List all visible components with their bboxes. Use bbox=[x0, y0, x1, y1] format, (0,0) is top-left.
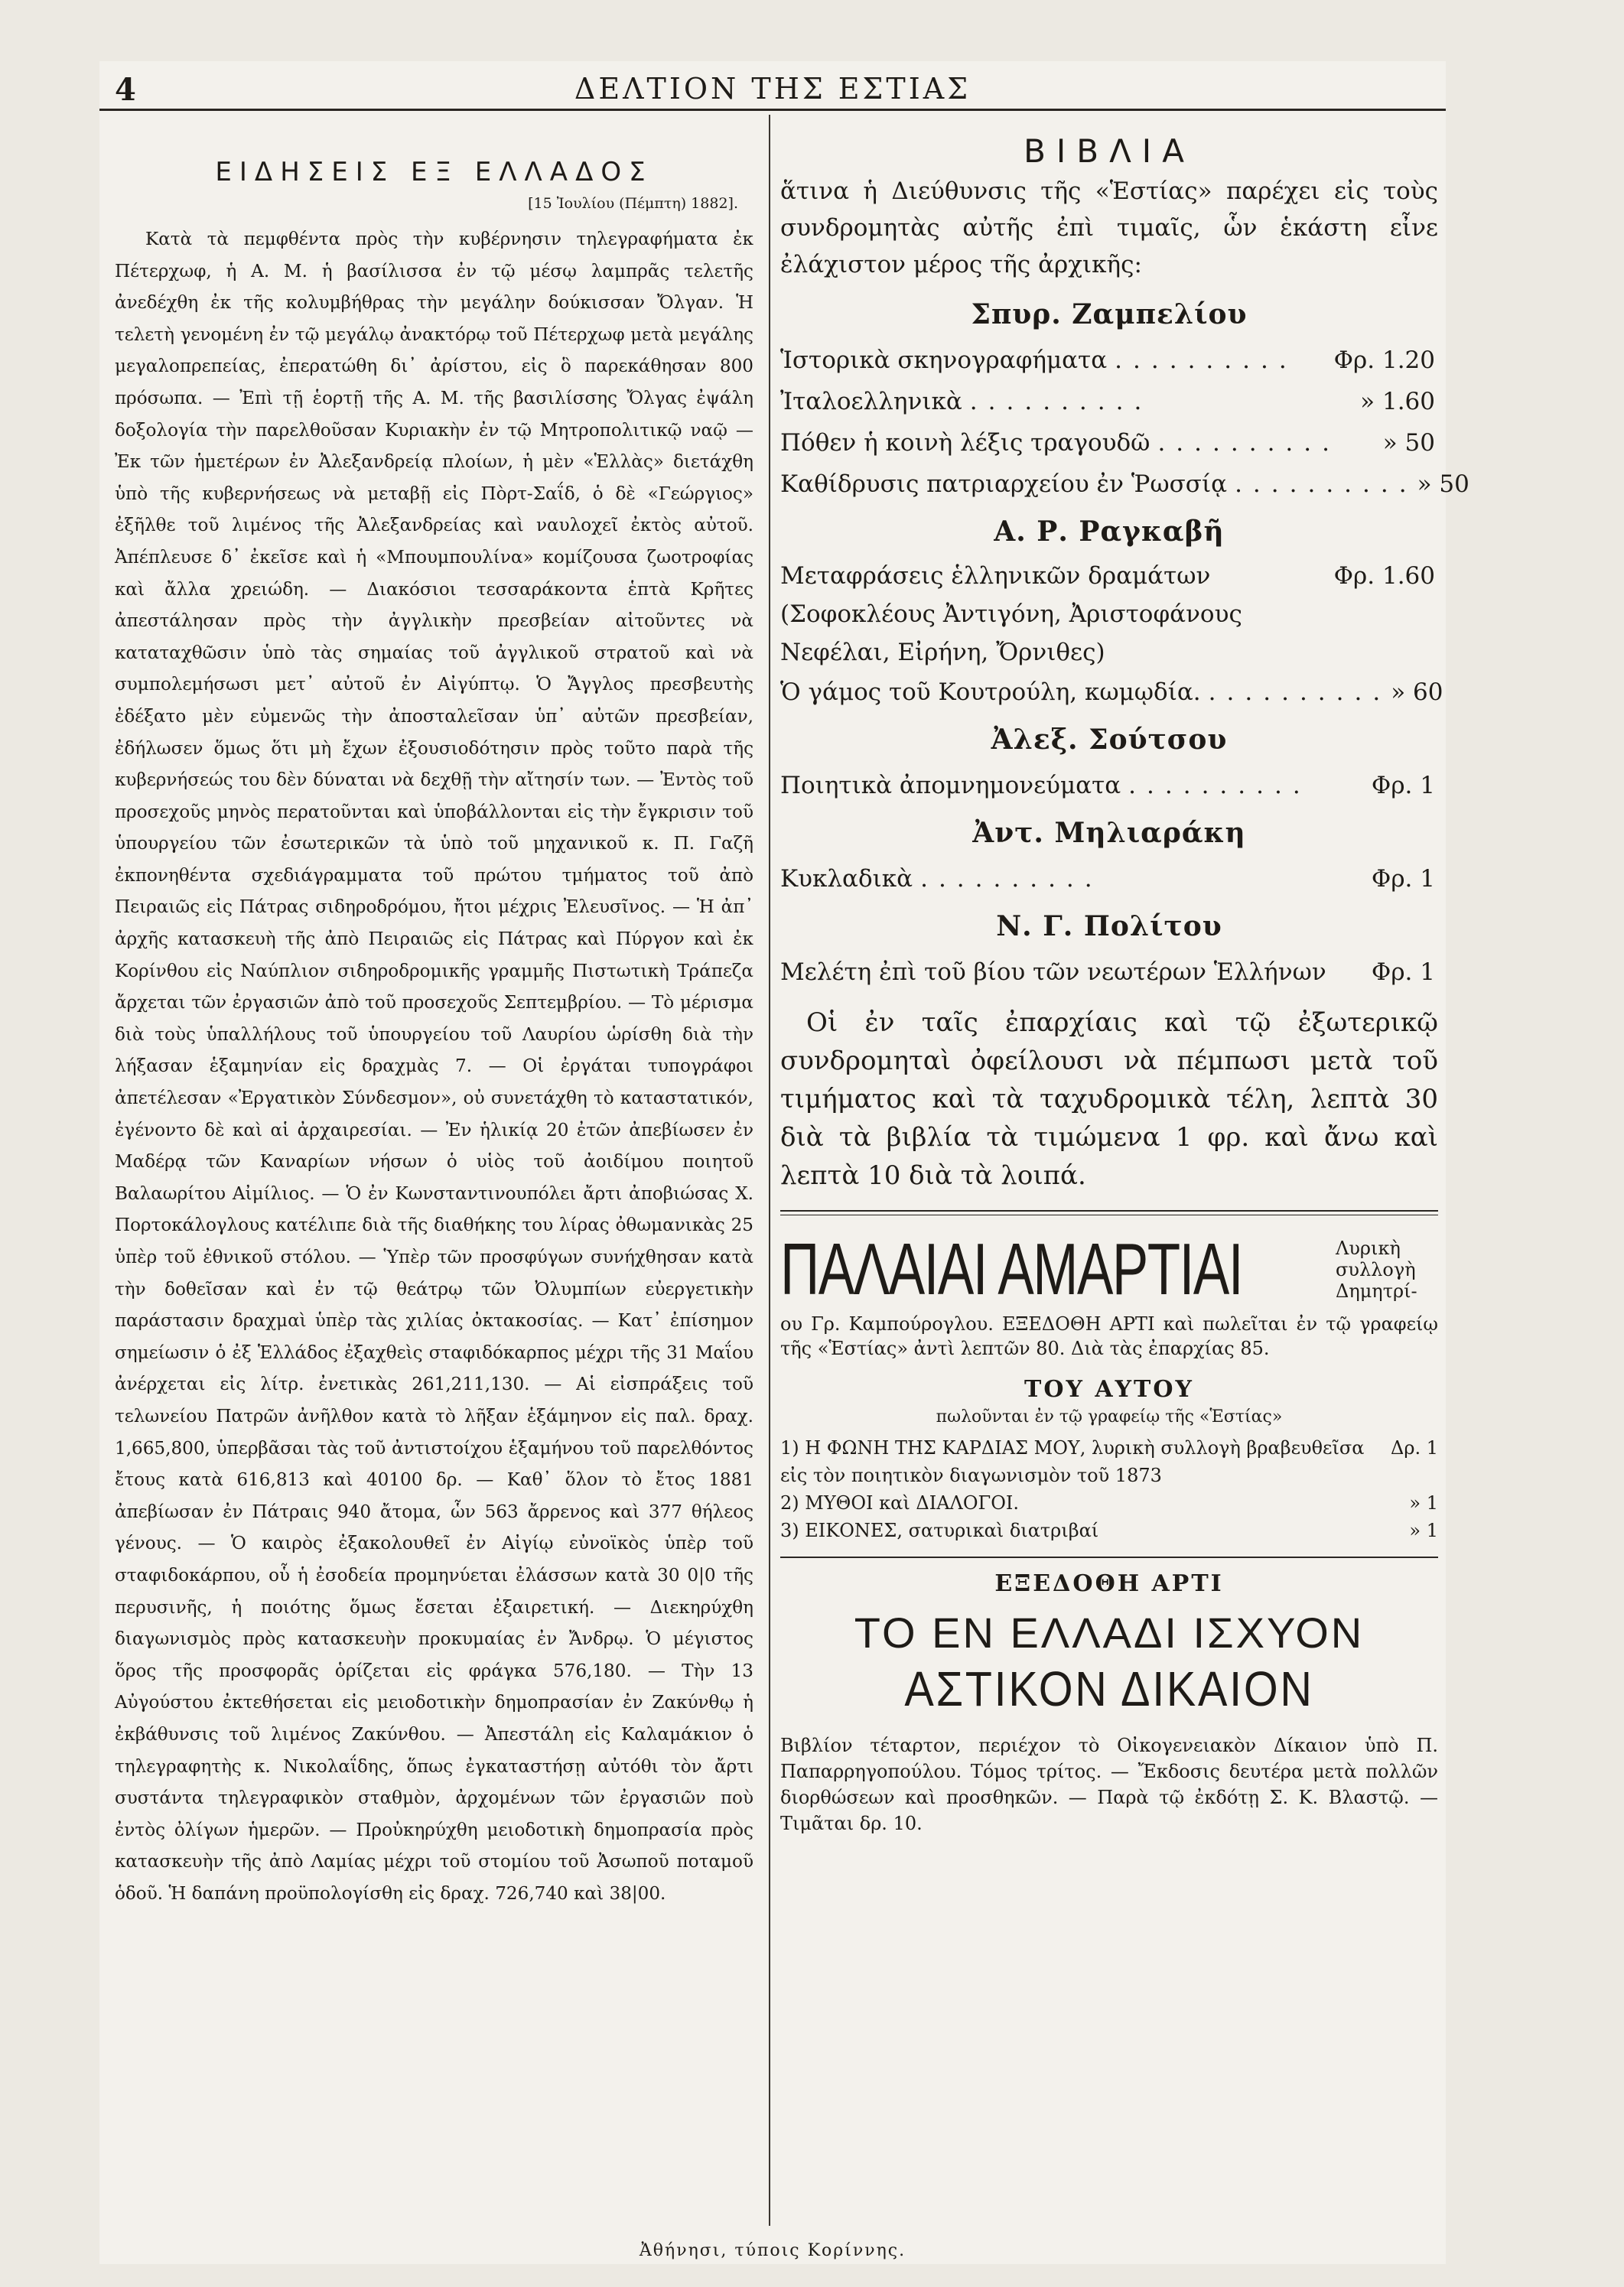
book-title: Μεταφράσεις ἑλληνικῶν δραμάτων (Σοφοκλέους Ἀντιγόνη, Ἀριστοφάνους Νεφέλαι, Εἰρήνη, Ὄρνιθες) bbox=[780, 562, 1242, 666]
book-price: Φρ. 1 bbox=[1371, 865, 1435, 893]
book-entry bbox=[780, 557, 1438, 672]
book-entry: Καθίδρυσις πατριαρχείου ἐν Ῥωσσίᾳ .......... » 50 bbox=[780, 464, 1438, 505]
work-name: 2) ΜΥΘΟΙ καὶ ΔΙΑΛΟΓΟΙ. bbox=[780, 1492, 1019, 1514]
work-price: » 1 bbox=[1409, 1492, 1438, 1514]
palaiai-text: ου Γρ. Καμπούρογλου. ΕΞΕΔΟΘΗ ΑΡΤΙ καὶ πωλεῖται ἐν τῷ γραφείῳ τῆς «Ἑστίας» ἀντὶ λεπτῶν 80. Διὰ τὰς ἐπαρχίας 85. bbox=[780, 1313, 1438, 1359]
book-title: Κυκλαδικὰ bbox=[780, 865, 913, 893]
book-title: Πόθεν ἡ κοινὴ λέξις τραγουδῶ bbox=[780, 429, 1150, 457]
book-title: Ὁ γάμος τοῦ Κουτρούλη, κωμῳδία. bbox=[780, 678, 1201, 706]
book-price: » 50 bbox=[1382, 429, 1435, 457]
list-item bbox=[780, 1517, 1438, 1544]
announcement-title-line1: ΤΟ ΕΝ ΕΛΛΑΔΙ ΙΣΧΥΟΝ bbox=[854, 1609, 1365, 1657]
author-name: Α. Ρ. Ραγκαβῆ bbox=[994, 516, 1225, 548]
book-price: » 1.60 bbox=[1360, 388, 1435, 415]
book-price: Φρ. 1.20 bbox=[1333, 346, 1435, 374]
news-title: ΕΙΔΗΣΕΙΣ ΕΞ ΕΛΛΑΔΟΣ bbox=[215, 157, 653, 187]
news-column bbox=[115, 157, 753, 1910]
book-entry: Ἱστορικὰ σκηνογραφήματα .......... Φρ. 1.20 bbox=[780, 340, 1438, 381]
author-name: Ἀλεξ. Σούτσου bbox=[991, 724, 1228, 756]
book-title: Ἰταλοελληνικὰ bbox=[780, 388, 962, 415]
book-price: » 50 bbox=[1417, 470, 1469, 498]
sold-at-text: πωλοῦνται ἐν τῷ γραφείῳ τῆς «Ἑστίας» bbox=[936, 1407, 1283, 1427]
book-title: Καθίδρυσις πατριαρχείου ἐν Ῥωσσίᾳ bbox=[780, 470, 1228, 498]
book-title: Ἱστορικὰ σκηνογραφήματα bbox=[780, 346, 1108, 374]
palaiai-title: ΠΑΛΑΙΑΙ ΑΜΑΡΤΙΑΙ bbox=[780, 1228, 1243, 1310]
books-intro: ἅτινα ἡ Διεύθυνσις τῆς «Ἑστίας» παρέχει εἰς τοὺς συνδρομητὰς αὐτῆς ἐπὶ τιμαῖς, ὧν ἑκάστη εἶνε ἐλάχιστον μέρος τῆς ἀρχικῆς: bbox=[780, 177, 1438, 278]
subscribers-note: Οἱ ἐν ταῖς ἐπαρχίαις καὶ τῷ ἐξωτερικῷ συνδρομηταὶ ὀφείλουσι νὰ πέμπωσι μετὰ τοῦ τιμήματος καὶ τὰ ταχυδρομικὰ τέλη, λεπτὰ 30 διὰ τὰ βιβλία τὰ τιμώμενα 1 φρ. καὶ ἄνω καὶ λεπτὰ 10 διὰ τὰ λοιπά. bbox=[780, 1007, 1438, 1191]
works-list bbox=[780, 1434, 1438, 1544]
book-entry bbox=[780, 952, 1438, 993]
book-entry: Ἰταλοελληνικὰ .......... » 1.60 bbox=[780, 381, 1438, 422]
news-date: [15 Ἰουλίου (Πέμπτη) 1882]. bbox=[528, 195, 738, 212]
book-price: Φρ. 1 bbox=[1371, 958, 1435, 986]
work-price: » 1 bbox=[1409, 1520, 1438, 1541]
announcement-text: Βιβλίον τέταρτον, περιέχον τὸ Οἰκογενειακὸν Δίκαιον ὑπὸ Π. Παπαρρηγοπούλου. Τόμος τρίτος. — Ἔκδοσις δευτέρα μετὰ πολλῶν διορθώσεων καὶ προσθηκῶν. — Παρὰ τῷ ἐκδότῃ Σ. Κ. Βλαστῷ. — Τιμᾶται δρ. 10. bbox=[780, 1735, 1438, 1834]
author-name: Ν. Γ. Πολίτου bbox=[996, 910, 1222, 942]
books-column bbox=[780, 126, 1469, 1836]
author-name: Ἀντ. Μηλιαράκη bbox=[972, 817, 1246, 849]
column-divider bbox=[769, 115, 770, 2226]
book-price: Φρ. 1 bbox=[1371, 772, 1435, 799]
palaiai-advert bbox=[780, 1228, 1438, 1312]
section-rule bbox=[780, 1557, 1438, 1558]
book-title: Μελέτη ἐπὶ τοῦ βίου τῶν νεωτέρων Ἑλλήνων bbox=[780, 958, 1326, 986]
journal-title: ΔΕΛΤΙΟΝ ΤΗΣ ΕΣΤΙΑΣ bbox=[574, 72, 971, 106]
page-header bbox=[99, 70, 1446, 111]
list-item bbox=[780, 1489, 1438, 1517]
book-title: Ποιητικὰ ἀπομνημονεύματα bbox=[780, 772, 1121, 799]
list-item bbox=[780, 1434, 1438, 1489]
books-heading: ΒΙΒΛΙΑ bbox=[1024, 132, 1195, 170]
imprint: Ἀθήνησι, τύποις Κορίννης. bbox=[639, 2241, 906, 2260]
announcement-label: ΕΞΕΔΟΘΗ ΑΡΤΙ bbox=[994, 1570, 1224, 1597]
book-price: » 60 bbox=[1391, 678, 1443, 706]
work-name: 1) Η ΦΩΝΗ ΤΗΣ ΚΑΡΔΙΑΣ ΜΟΥ, λυρικὴ συλλογὴ βραβευθεῖσα εἰς τὸν ποιητικὸν διαγωνισμὸν τοῦ 1873 bbox=[780, 1437, 1365, 1486]
palaiai-side-text: Λυρικὴ συλλογὴ Δημητρί- bbox=[1336, 1238, 1417, 1302]
book-entry: Πόθεν ἡ κοινὴ λέξις τραγουδῶ .......... » 50 bbox=[780, 422, 1438, 464]
page-number: 4 bbox=[115, 72, 136, 108]
news-body: Κατὰ τὰ πεμφθέντα πρὸς τὴν κυβέρνησιν τηλεγραφήματα ἐκ Πέτερχωφ, ἡ Α. Μ. ἡ βασίλισσα ἐν τῷ μέσῳ λαμπρᾶς τελετῆς ἀνεδέχθη ἐκ τῆς κολυμβήθρας τὴν μεγάλην δούκισσαν Ὄλγαν. Ἡ τελετὴ γενομένη ἐν τῷ μεγάλῳ ἀνακτόρῳ τοῦ Πέτερχωφ μετὰ μεγάλης μεγαλοπρεπείας, ἐπερατώθη δι᾽ ἀρίστου, εἰς ὃ παρεκάθησαν 800 πρόσωπα. — Ἐπὶ τῇ ἑορτῇ τῆς Α. Μ. τῆς βασιλίσσης Ὄλγας ἐψάλη δοξολογία τὴν παρελθοῦσαν Κυριακὴν ἐν τῷ Μητροπολιτικῷ ναῷ —Ἐκ τῶν ἡμετέρων ἐν Ἀλεξανδρείᾳ πλοίων, ἡ μὲν «Ἑλλὰς» διετάχθη ὑπὸ τῆς κυβερνήσεως νὰ μεταβῇ εἰς Πὸρτ-Σαΐδ, ὁ δὲ «Γεώργιος» ἐξῆλθε τοῦ λιμένος τῆς Ἀλεξανδρείας καὶ ναυλοχεῖ ἐκτὸς αὐτοῦ. Ἀπέπλευσε δ᾽ ἐκεῖσε καὶ ἡ «Μπουμπουλίνα» κομίζουσα ζωοτροφίας καὶ ἄλλα χρειώδη. — Διακόσιοι τεσσαράκοντα ἑπτὰ Κρῆτες ἀπεστάλησαν πρὸς τὴν ἀγγλικὴν πρεσβείαν αἰτοῦντες νὰ καταταχθῶσιν ὑπὸ τὰς σημαίας τοῦ ἀγγλικοῦ στρατοῦ καὶ νὰ συμπολεμήσωσι μετ᾽ αὐτοῦ ἐν Αἰγύπτῳ. Ὁ Ἄγγλος πρεσβευτὴς ἐδέξατο μὲν εὐμενῶς τὴν ἀποσταλεῖσαν ὑπ᾽ αὐτῶν πρεσβείαν, ἐδήλωσεν ὅμως ὅτι μὴ ἔχων ἐξουσιοδότησιν πρὸς τοῦτο παρὰ τῆς κυβερνήσεώς του δὲν δύναται νὰ δεχθῇ τὴν αἴτησίν των. — Ἐντὸς τοῦ προσεχοῦς μηνὸς περατοῦνται καὶ ὑποβάλλονται εἰς τὴν ἔγκρισιν τοῦ ὑπουργείου τῶν ἐσωτερικῶν τὰ ὑπὸ τοῦ μηχανικοῦ κ. Π. Γαζῆ ἐκπονηθέντα σχεδιάγραμματα τοῦ πρώτου τμήματος τοῦ ἀπὸ Πειραιῶς εἰς Πάτρας σιδηροδρόμου, ἤτοι μέχρις Ἐλευσῖνος. — Ἡ ἀπ᾽ ἀρχῆς κατασκευὴ τῆς ἀπὸ Πειραιῶς εἰς Πάτρας καὶ Πύργον καὶ ἐκ Κορίνθου εἰς Ναύπλιον σιδηροδρομικῆς γραμμῆς Πιστωτικὴ Τράπεζα ἄρχεται τῶν ἐργασιῶν ἀπὸ τοῦ προσεχοῦς Σεπτεμβρίου. — Τὸ μέρισμα διὰ τοὺς ὑπαλλήλους τοῦ ὑπουργείου τοῦ Λαυρίου ὡρίσθη διὰ τὴν λήξασαν ἑξαμηνίαν εἰς δραχμὰς 7. — Οἱ ἐργάται τυπογράφοι ἀπετέλεσαν «Ἐργατικὸν Σύνδεσμον», οὐ συνετάχθη τὸ καταστατικόν, ἐγένοντο δὲ καὶ αἱ ἀρχαιρεσίαι. — Ἐν ἡλικίᾳ 20 ἐτῶν ἀπεβίωσεν ἐν Μαδέρᾳ τῶν Καναρίων νήσων ὁ υἱὸς τοῦ ἀοιδίμου ποιητοῦ Βαλαωρίτου Αἰμίλιος. — Ὁ ἐν Κωνσταντινουπόλει ἄρτι ἀποβιώσας Χ. Πορτοκάλογλους κατέλιπε διὰ τῆς διαθήκης του λίρας ὀθωμανικὰς 25 ὑπὲρ τοῦ ἐθνικοῦ στόλου. — Ὑπὲρ τῶν προσφύγων συνήχθησαν κατὰ τὴν δοθεῖσαν καὶ ἐν τῷ θεάτρῳ τῶν Ὀλυμπίων εὐεργετικὴν παράστασιν δραχμαὶ ὑπὲρ τὰς χιλίας ὀκτακοσίας. — Κατ᾽ ἐπίσημον σημείωσιν ὁ ἐξ Ἑλλάδος ἐξαχθεὶς σταφιδόκαρπος μέχρι τῆς 31 Μαΐου ἀνέρχεται εἰς λίτρ. ἐνετικὰς 261,211,130. — Αἱ εἰσπράξεις τοῦ τελωνείου Πατρῶν ἀνῆλθον κατὰ τὸ λῆξαν ἑξάμηνον εἰς παλ. δραχ. 1,665,800, ὑπερβᾶσαι τὰς τοῦ ἀντιστοίχου ἑξαμήνου τοῦ παρελθόντος ἔτους κατὰ 616,813 καὶ 40100 δρ. — Καθ᾽ ὅλον τὸ ἔτος 1881 ἀπεβίωσαν ἐν Πάτραις 940 ἄτομα, ὧν 563 ἄρρενος καὶ 377 θήλεος γένους. — Ὁ καιρὸς ἐξακολουθεῖ ἐν Αἰγίῳ εὐνοϊκὸς ὑπὲρ τοῦ σταφιδοκάρπου, οὗ ἡ ἐσοδεία προμηνύεται ἐλάσσων κατὰ 30 0|0 τῆς περυσινῆς, ἡ ποιότης ὅμως ἔσεται ἐξαιρετική. — Διεκηρύχθη διαγωνισμὸς πρὸς κατασκευὴν προκυμαίας ἐν Ἄνδρῳ. Ὁ μέγιστος ὅρος τῆς προσφορᾶς ὁρίζεται εἰς φράγκα 576,180. — Τὴν 13 Αὐγούστου ἐκτεθήσεται εἰς μειοδοτικὴν δημοπρασίαν ἐν Ζακύνθῳ ἡ ἐκβάθυνσις τοῦ λιμένος Ζακύνθου. — Ἀπεστάλη εἰς Καλαμάκιον ὁ τηλεγραφητὴς κ. Νικολαΐδης, ὅπως ἐγκαταστήσῃ αὐτόθι τὸν ἄρτι συστάντα τηλεγραφικὸν σταθμὸν, ἀρχομένων τῶν ἐργασιῶν ποὺ ἐντὸς ὀλίγων ἡμερῶν. — Προὐκηρύχθη μειοδοτικὴ δημοπρασία πρὸς κατασκευὴν τῆς ἀπὸ Λαμίας μέχρι τοῦ στομίου τοῦ Ἀσωποῦ ποταμοῦ ὁδοῦ. Ἡ δαπάνη προϋπολογίσθη εἰς δραχ. 726,740 καὶ 38|00. bbox=[115, 229, 753, 1904]
book-entry: Κυκλαδικὰ .......... Φρ. 1 bbox=[780, 858, 1438, 900]
section-rule bbox=[780, 1210, 1438, 1215]
book-entry: Ποιητικὰ ἀπομνημονεύματα .......... Φρ. 1 bbox=[780, 765, 1438, 806]
author-name: Σπυρ. Ζαμπελίου bbox=[971, 298, 1248, 330]
same-author-heading: ΤΟΥ ΑΥΤΟΥ bbox=[1024, 1376, 1194, 1403]
book-entry: Ὁ γάμος τοῦ Κουτρούλη, κωμῳδία. .......... » 60 bbox=[780, 672, 1438, 713]
book-price: Φρ. 1.60 bbox=[1333, 562, 1435, 590]
work-price: Δρ. 1 bbox=[1391, 1437, 1438, 1459]
announcement-title-line2: ΑΣΤΙΚΟΝ ΔΙΚΑΙΟΝ bbox=[904, 1661, 1314, 1716]
work-name: 3) ΕΙΚΟΝΕΣ, σατυρικαὶ διατριβαί bbox=[780, 1520, 1099, 1541]
